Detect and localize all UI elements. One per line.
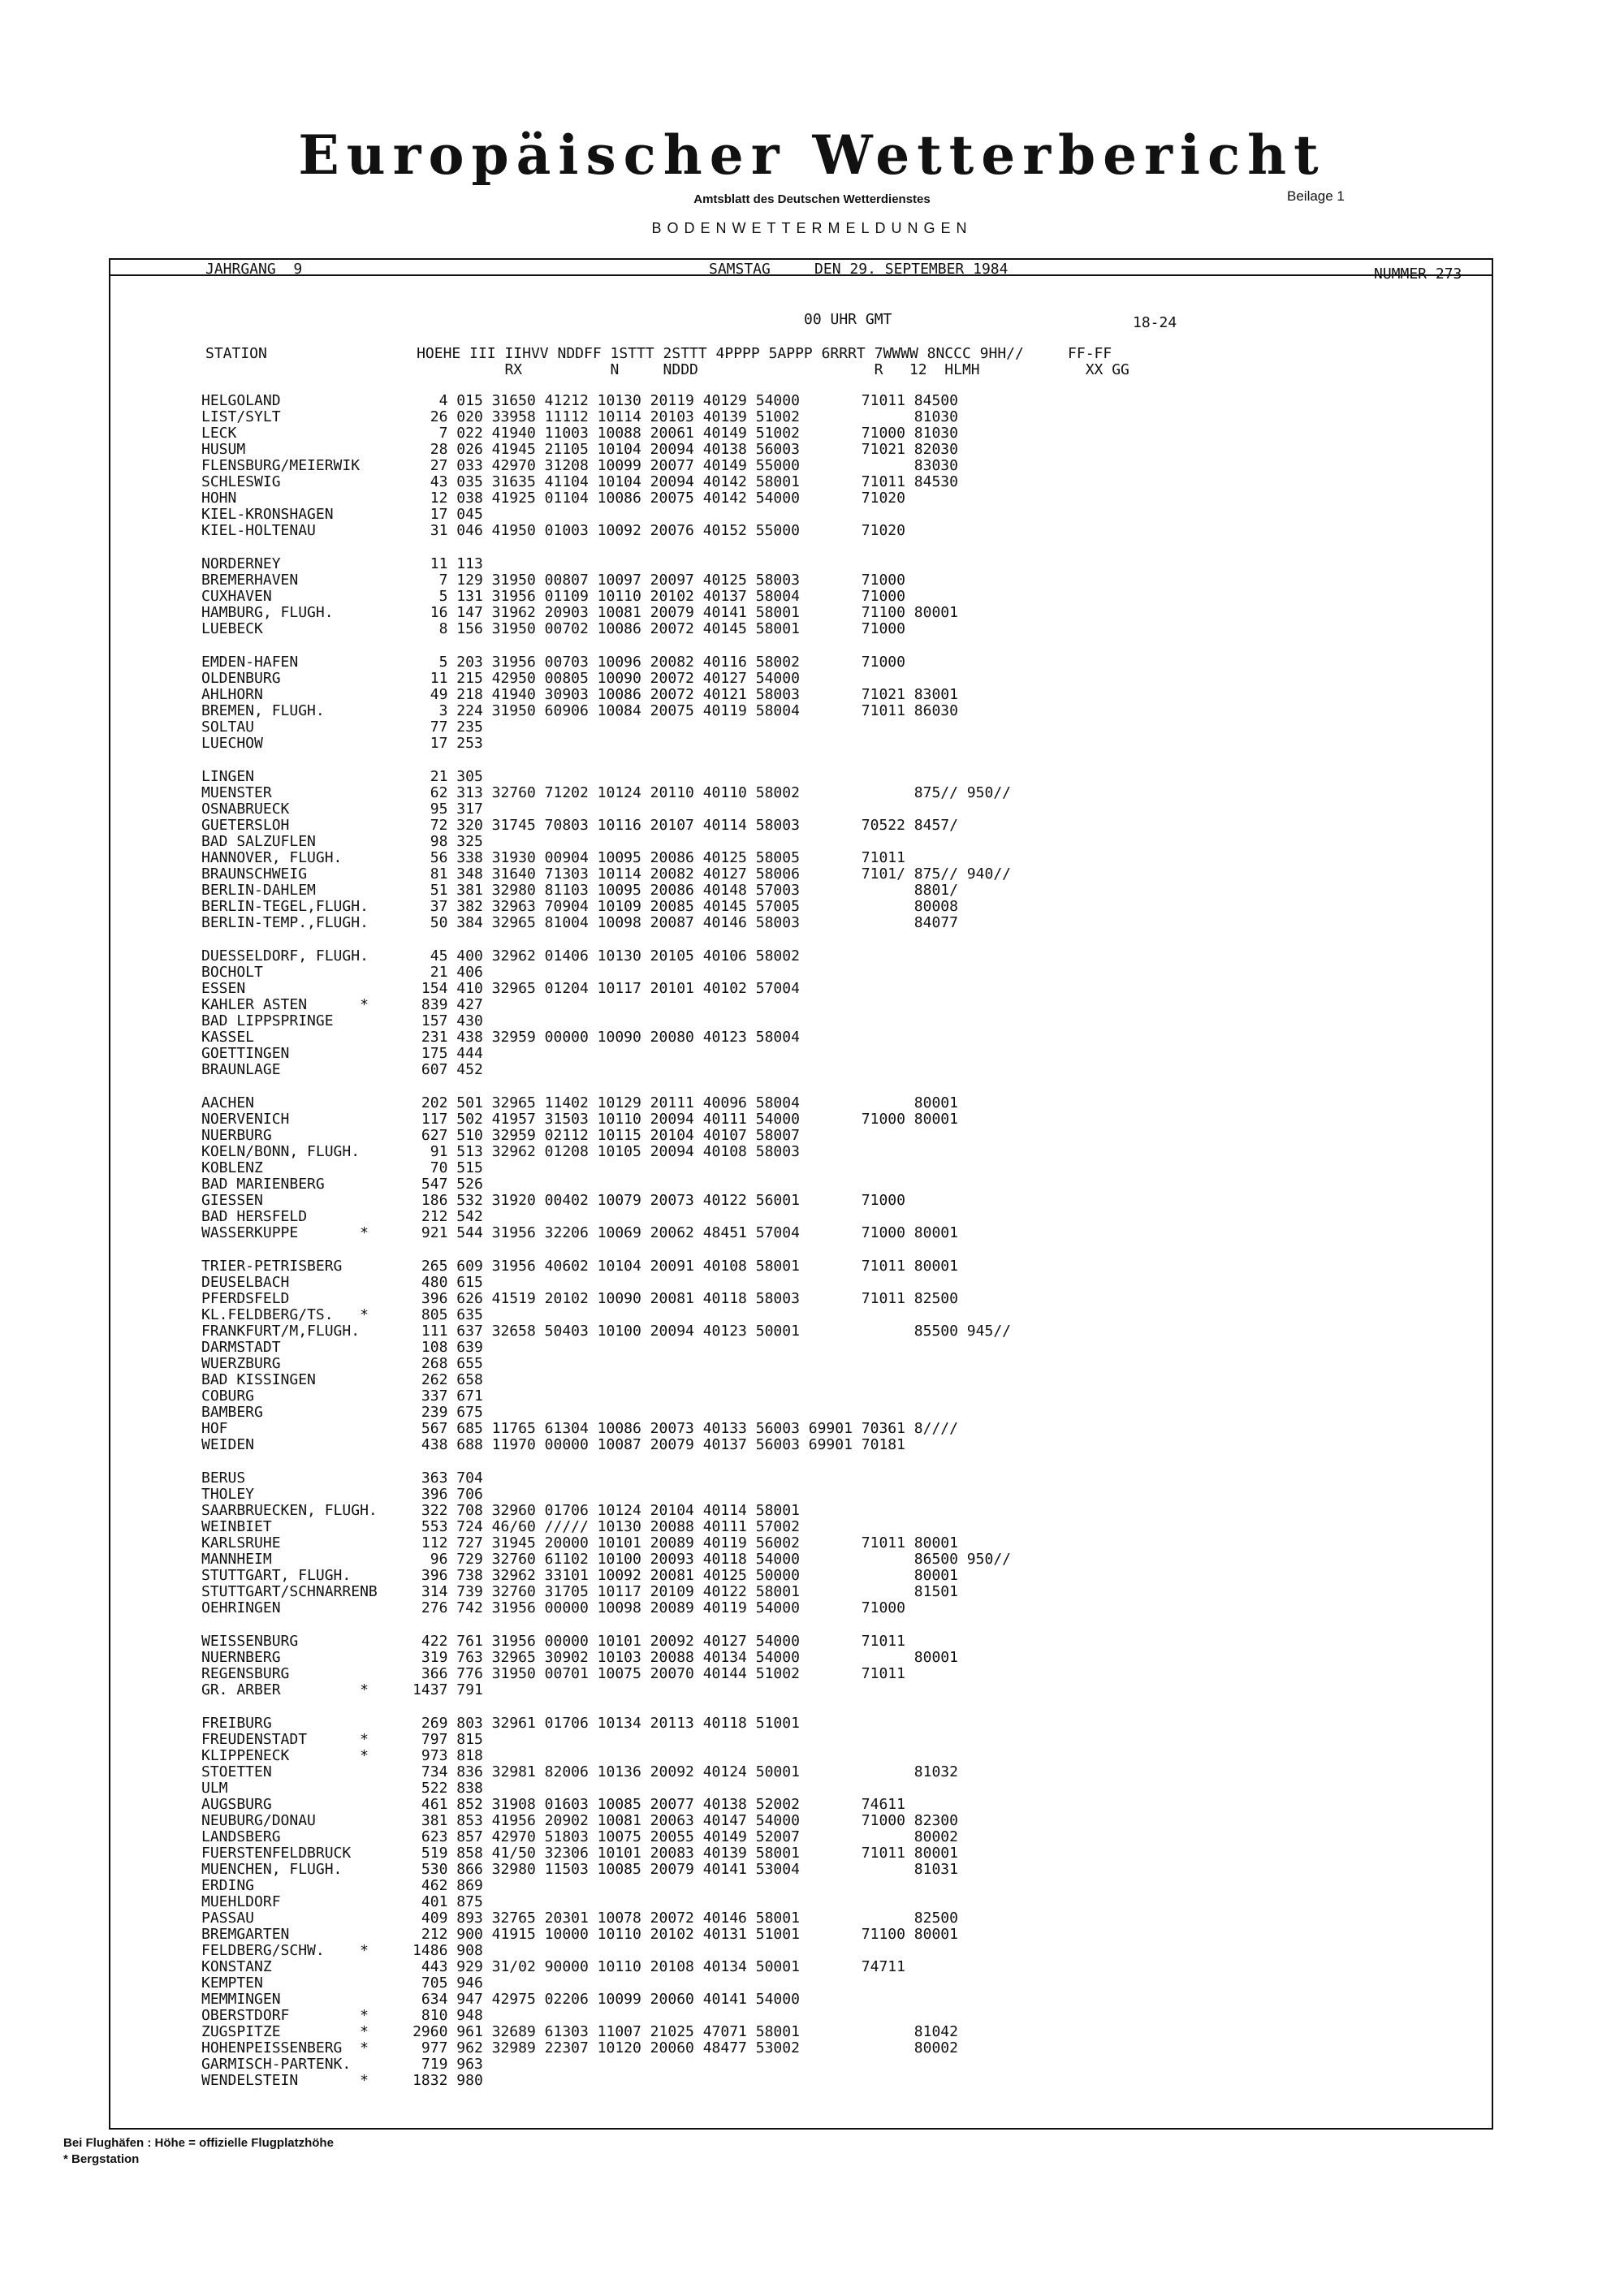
station-row: NUERNBERG 319 763 32965 30902 10103 20088 40134 54000 80001 — [201, 1649, 958, 1666]
station-row: ERDING 462 869 — [201, 1877, 483, 1894]
station-row: KLIPPENECK * 973 818 — [201, 1747, 483, 1764]
station-row: GOETTINGEN 175 444 — [201, 1045, 483, 1062]
station-row: KASSEL 231 438 32959 00000 10090 20080 40123 58004 — [201, 1029, 800, 1046]
station-row: BAD LIPPSPRINGE 157 430 — [201, 1012, 483, 1029]
station-row: KEMPTEN 705 946 — [201, 1974, 483, 1992]
page-subtitle: Amtsblatt des Deutschen Wetterdienstes — [693, 192, 931, 206]
station-row: ULM 522 838 — [201, 1780, 483, 1797]
station-row: BERUS 363 704 — [201, 1470, 483, 1487]
station-row: AACHEN 202 501 32965 11402 10129 20111 40096 58004 80001 — [201, 1094, 958, 1111]
station-row: OSNABRUECK 95 317 — [201, 801, 483, 818]
station-row: NOERVENICH 117 502 41957 31503 10110 20094 40111 54000 71000 80001 — [201, 1111, 958, 1128]
station-row: TRIER-PETRISBERG 265 609 31956 40602 10104 20091 40108 58001 71011 80001 — [201, 1258, 958, 1275]
station-row: DARMSTADT 108 639 — [201, 1339, 483, 1356]
station-row: BRAUNSCHWEIG 81 348 31640 71303 10114 20082 40127 58006 7101/ 875// 940// — [201, 865, 1011, 883]
station-row: SOLTAU 77 235 — [201, 719, 483, 736]
station-row: GUETERSLOH 72 320 31745 70803 10116 20107 40114 58003 70522 8457/ — [201, 817, 958, 834]
station-row: GIESSEN 186 532 31920 00402 10079 20073 40122 56001 71000 — [201, 1192, 905, 1209]
station-row: KAHLER ASTEN * 839 427 — [201, 996, 483, 1013]
station-row: FLENSBURG/MEIERWIK 27 033 42970 31208 10099 20077 40149 55000 83030 — [201, 457, 958, 474]
station-row: MUEHLDORF 401 875 — [201, 1893, 483, 1910]
station-row: DEUSELBACH 480 615 — [201, 1274, 483, 1291]
station-row: HAMBURG, FLUGH. 16 147 31962 20903 10081 20079 40141 58001 71100 80001 — [201, 604, 958, 621]
station-row: BAD MARIENBERG 547 526 — [201, 1176, 483, 1193]
station-row: HOF 567 685 11765 61304 10086 20073 40133 56003 69901 70361 8//// — [201, 1420, 958, 1437]
station-row: SCHLESWIG 43 035 31635 41104 10104 20094 40142 58001 71011 84530 — [201, 473, 958, 490]
station-row: LANDSBERG 623 857 42970 51803 10075 20055 40149 52007 80002 — [201, 1828, 958, 1845]
station-row: KARLSRUHE 112 727 31945 20000 10101 20089 40119 56002 71011 80001 — [201, 1534, 958, 1552]
station-row: KOELN/BONN, FLUGH. 91 513 32962 01208 10105 20094 40108 58003 — [201, 1143, 800, 1160]
station-row: BREMEN, FLUGH. 3 224 31950 60906 10084 20075 40119 58004 71011 86030 — [201, 702, 958, 719]
station-row: OLDENBURG 11 215 42950 00805 10090 20072 40127 54000 — [201, 670, 800, 687]
station-row: LINGEN 21 305 — [201, 768, 483, 785]
station-row: WUERZBURG 268 655 — [201, 1355, 483, 1372]
station-row: STUTTGART, FLUGH. 396 738 32962 33101 10092 20081 40125 50000 80001 — [201, 1567, 958, 1584]
station-row: HOHN 12 038 41925 01104 10086 20075 40142 54000 71020 — [201, 490, 905, 507]
station-row: BERLIN-TEGEL,FLUGH. 37 382 32963 70904 10109 20085 40145 57005 80008 — [201, 898, 958, 915]
station-row: NORDERNEY 11 113 — [201, 555, 483, 572]
station-row: BREMGARTEN 212 900 41915 10000 10110 20102 40131 51001 71100 80001 — [201, 1926, 958, 1943]
station-row: FREUDENSTADT * 797 815 — [201, 1731, 483, 1748]
station-row: BREMERHAVEN 7 129 31950 00807 10097 20097 40125 58003 71000 — [201, 572, 905, 589]
footnote-airports: Bei Flughäfen : Höhe = offizielle Flugplatzhöhe — [63, 2136, 334, 2150]
station-row: BOCHOLT 21 406 — [201, 964, 483, 981]
station-row: FELDBERG/SCHW. * 1486 908 — [201, 1942, 483, 1959]
station-row: KOBLENZ 70 515 — [201, 1159, 483, 1176]
station-row: HUSUM 28 026 41945 21105 10104 20094 40138 56003 71021 82030 — [201, 441, 958, 458]
station-row: KIEL-HOLTENAU 31 046 41950 01003 10092 20076 40152 55000 71020 — [201, 522, 905, 539]
station-row: EMDEN-HAFEN 5 203 31956 00703 10096 20082 40116 58002 71000 — [201, 654, 905, 671]
station-row: MUENCHEN, FLUGH. 530 866 32980 11503 10085 20079 40141 53004 81031 — [201, 1861, 958, 1878]
station-row: GARMISCH-PARTENK. 719 963 — [201, 2056, 483, 2073]
station-row: HANNOVER, FLUGH. 56 338 31930 00904 10095 20086 40125 58005 71011 — [201, 849, 905, 866]
station-row: LUEBECK 8 156 31950 00702 10086 20072 40145 58001 71000 — [201, 620, 905, 637]
page-title: Europäischer Wetterbericht — [298, 123, 1326, 187]
station-row: WASSERKUPPE * 921 544 31956 32206 10069 20062 48451 57004 71000 80001 — [201, 1224, 958, 1241]
station-row: LIST/SYLT 26 020 33958 11112 10114 20103 40139 51002 81030 — [201, 408, 958, 425]
station-row: FRANKFURT/M,FLUGH. 111 637 32658 50403 10100 20094 40123 50001 85500 945// — [201, 1323, 1011, 1340]
station-row: NUERBURG 627 510 32959 02112 10115 20104 40107 58007 — [201, 1127, 800, 1144]
station-row: CUXHAVEN 5 131 31956 01109 10110 20102 40137 58004 71000 — [201, 588, 905, 605]
station-row: HELGOLAND 4 015 31650 41212 10130 20119 40129 54000 71011 84500 — [201, 392, 958, 409]
period-label: 18-24 — [1133, 314, 1177, 331]
station-row: THOLEY 396 706 — [201, 1486, 483, 1503]
column-subheader: RX N NDDD R 12 HLMH XX GG — [205, 361, 1129, 378]
station-row: MUENSTER 62 313 32760 71202 10124 20110 40110 58002 875// 950// — [201, 784, 1011, 801]
station-row: MEMMINGEN 634 947 42975 02206 10099 20060 40141 54000 — [201, 1991, 800, 2008]
station-row: MANNHEIM 96 729 32760 61102 10100 20093 40118 54000 86500 950// — [201, 1551, 1011, 1568]
station-row: STUTTGART/SCHNARRENB 314 739 32760 31705 10117 20109 40122 58001 81501 — [201, 1583, 958, 1600]
report-date: SAMSTAG DEN 29. SEPTEMBER 1984 — [709, 261, 1009, 278]
station-row: COBURG 337 671 — [201, 1388, 483, 1405]
station-row: LUECHOW 17 253 — [201, 735, 483, 752]
station-row: HOHENPEISSENBERG * 977 962 32989 22307 10120 20060 48477 53002 80002 — [201, 2039, 958, 2056]
station-row: WEIDEN 438 688 11970 00000 10087 20079 40137 56003 69901 70181 — [201, 1436, 905, 1453]
station-row: KL.FELDBERG/TS. * 805 635 — [201, 1306, 483, 1323]
station-row: FREIBURG 269 803 32961 01706 10134 20113 40118 51001 — [201, 1715, 800, 1732]
station-row: BERLIN-TEMP.,FLUGH. 50 384 32965 81004 10098 20087 40146 58003 84077 — [201, 914, 958, 931]
issue-number: NUMMER 273 — [1374, 265, 1462, 283]
station-row: OEHRINGEN 276 742 31956 00000 10098 20089 40119 54000 71000 — [201, 1599, 905, 1616]
station-row: KIEL-KRONSHAGEN 17 045 — [201, 506, 483, 523]
station-table — [201, 393, 1011, 2089]
station-row: BERLIN-DAHLEM 51 381 32980 81103 10095 20086 40148 57003 8801/ — [201, 882, 958, 899]
supplement-label: Beilage 1 — [1287, 188, 1345, 204]
station-row: SAARBRUECKEN, FLUGH. 322 708 32960 01706 10124 20104 40114 58001 — [201, 1502, 800, 1519]
station-row: NEUBURG/DONAU 381 853 41956 20902 10081 20063 40147 54000 71000 82300 — [201, 1812, 958, 1829]
station-row: BAD KISSINGEN 262 658 — [201, 1371, 483, 1388]
station-row: AHLHORN 49 218 41940 30903 10086 20072 40121 58003 71021 83001 — [201, 686, 958, 703]
station-row: BAD SALZUFLEN 98 325 — [201, 833, 483, 850]
station-row: WEISSENBURG 422 761 31956 00000 10101 20092 40127 54000 71011 — [201, 1633, 905, 1650]
station-row: WENDELSTEIN * 1832 980 — [201, 2072, 483, 2089]
station-row: GR. ARBER * 1437 791 — [201, 1681, 483, 1698]
column-header: STATION HOEHE III IIHVV NDDFF 1STTT 2STTT 4PPPP 5APPP 6RRRT 7WWWW 8NCCC 9HH// FF-FF — [205, 345, 1112, 362]
station-row: OBERSTDORF * 810 948 — [201, 2007, 483, 2024]
observation-time: 00 UHR GMT — [804, 311, 892, 328]
station-row: BAMBERG 239 675 — [201, 1404, 483, 1421]
station-row: AUGSBURG 461 852 31908 01603 10085 20077 40138 52002 74611 — [201, 1796, 905, 1813]
footnote-mountain-station: * Bergstation — [63, 2152, 140, 2166]
volume-label: JAHRGANG 9 — [205, 261, 303, 278]
station-row: BAD HERSFELD 212 542 — [201, 1208, 483, 1225]
station-row: LECK 7 022 41940 11003 10088 20061 40149 51002 71000 81030 — [201, 425, 958, 442]
station-row: STOETTEN 734 836 32981 82006 10136 20092 40124 50001 81032 — [201, 1763, 958, 1780]
station-row: FUERSTENFELDBRUCK 519 858 41/50 32306 10101 20083 40139 58001 71011 80001 — [201, 1845, 958, 1862]
station-row: BRAUNLAGE 607 452 — [201, 1061, 483, 1078]
station-row: ZUGSPITZE * 2960 961 32689 61303 11007 21025 47071 58001 81042 — [201, 2023, 958, 2040]
section-title: BODENWETTERMELDUNGEN — [651, 220, 973, 236]
station-row: REGENSBURG 366 776 31950 00701 10075 20070 40144 51002 71011 — [201, 1665, 905, 1682]
station-row: ESSEN 154 410 32965 01204 10117 20101 40102 57004 — [201, 980, 800, 997]
station-row: KONSTANZ 443 929 31/02 90000 10110 20108 40134 50001 74711 — [201, 1958, 905, 1975]
station-row: DUESSELDORF, FLUGH. 45 400 32962 01406 10130 20105 40106 58002 — [201, 947, 800, 965]
station-row: WEINBIET 553 724 46/60 ///// 10130 20088 40111 57002 — [201, 1518, 800, 1535]
station-row: PFERDSFELD 396 626 41519 20102 10090 20081 40118 58003 71011 82500 — [201, 1290, 958, 1307]
station-row: PASSAU 409 893 32765 20301 10078 20072 40146 58001 82500 — [201, 1910, 958, 1927]
